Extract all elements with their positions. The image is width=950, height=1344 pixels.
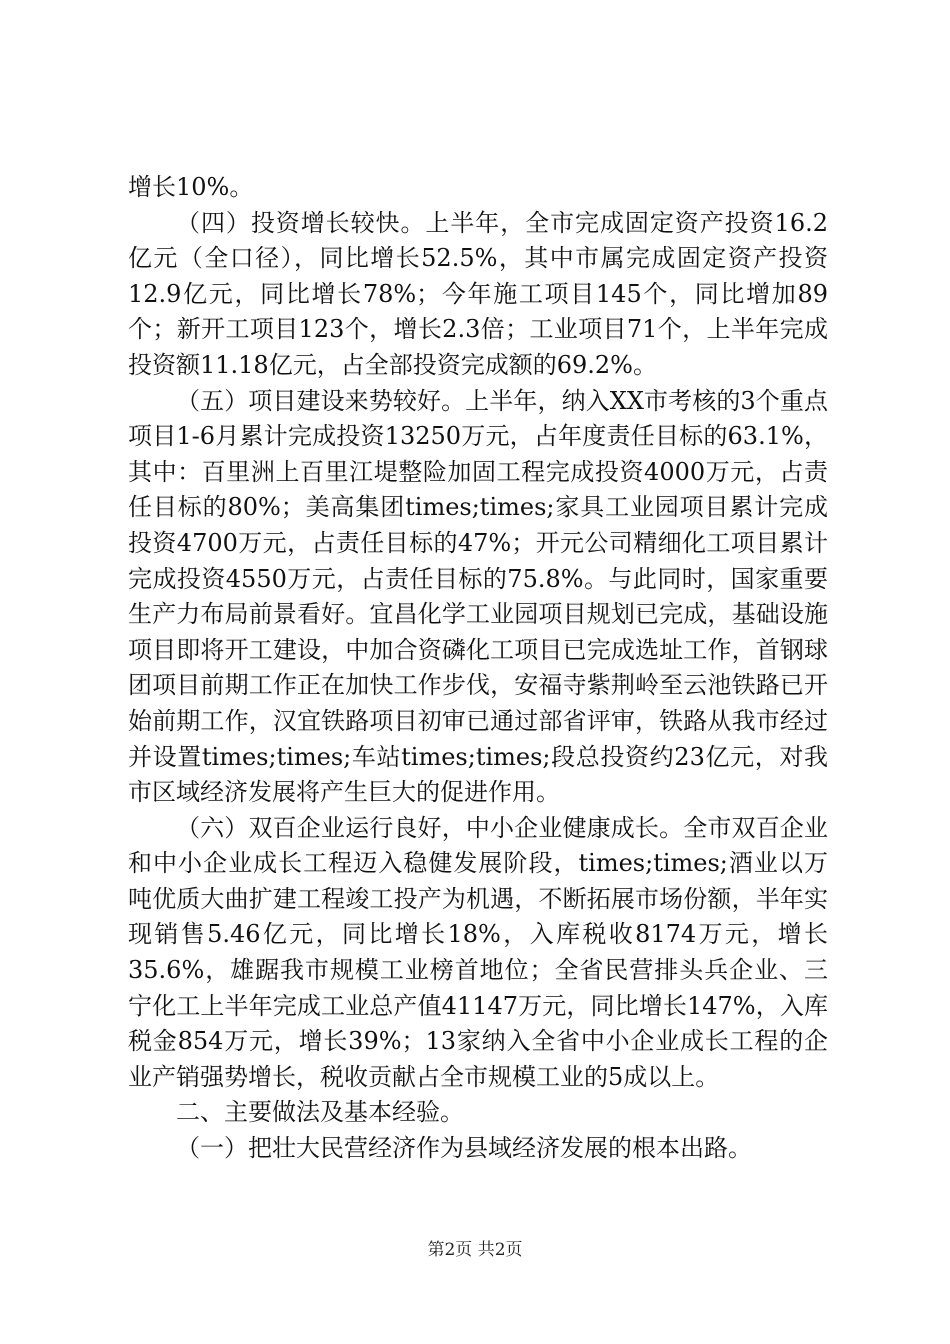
page-number: 第2页 共2页	[427, 1240, 523, 1260]
paragraph-continuation: 增长10%。	[128, 173, 254, 201]
paragraph-investment-growth: （四）投资增长较快。上半年，全市完成固定资产投资16.2亿元（全口径），同比增长52.5%，其中市属完成固定资产投资12.9亿元，同比增长78%；今年施工项目145个，同比增加89个；新开工项目123个，增长2.3倍；工业项目71个，上半年完成投资额11.18亿元，占全部投资完成额的69.2%。	[128, 208, 828, 379]
paragraph-enterprises: （六）双百企业运行良好，中小企业健康成长。全市双百企业和中小企业成长工程迈入稳健发展阶段，times;times;酒业以万吨优质大曲扩建工程竣工投产为机遇，不断拓展市场份额，半年实现销售5.46亿元，同比增长18%，入库税收8174万元，增长35.6%，雄踞我市规模工业榜首地位；全省民营排头兵企业、三宁化工上半年完成工业总产值41147万元，同比增长147%，入库税金854万元，增长39%；13家纳入全省中小企业成长工程的企业产销强势增长，税收贡献占全市规模工业的5成以上。	[128, 813, 828, 1091]
subsection-heading-private-economy: （一）把壮大民营经济作为县域经济发展的根本出路。	[176, 1134, 752, 1163]
paragraph-project-construction: （五）项目建设来势较好。上半年，纳入XX市考核的3个重点项目1-6月累计完成投资13250万元，占年度责任目标的63.1%，其中：百里洲上百里江堤整险加固工程完成投资4000万元，占责任目标的80%；美高集团times;times;家具工业园项目累计完成投资4700万元，占责任目标的47%；开元公司精细化工项目累计完成投资4550万元，占责任目标的75.8%。与此同时，国家重要生产力布局前景看好。宜昌化学工业园项目规划已完成，基础设施项目即将开工建设，中加合资磷化工项目已完成选址工作，首钢球团项目前期工作正在加快工作步伐，安福寺紫荆岭至云池铁路已开始前期工作，汉宜铁路项目初审已通过部省评审，铁路从我市经过并设置times;times;车站times;times;段总投资约23亿元，对我市区域经济发展将产生巨大的促进作用。	[128, 386, 828, 807]
body-text	[128, 170, 828, 1167]
section-heading-main-practices: 二、主要做法及基本经验。	[176, 1098, 464, 1127]
page-footer	[0, 1238, 950, 1262]
